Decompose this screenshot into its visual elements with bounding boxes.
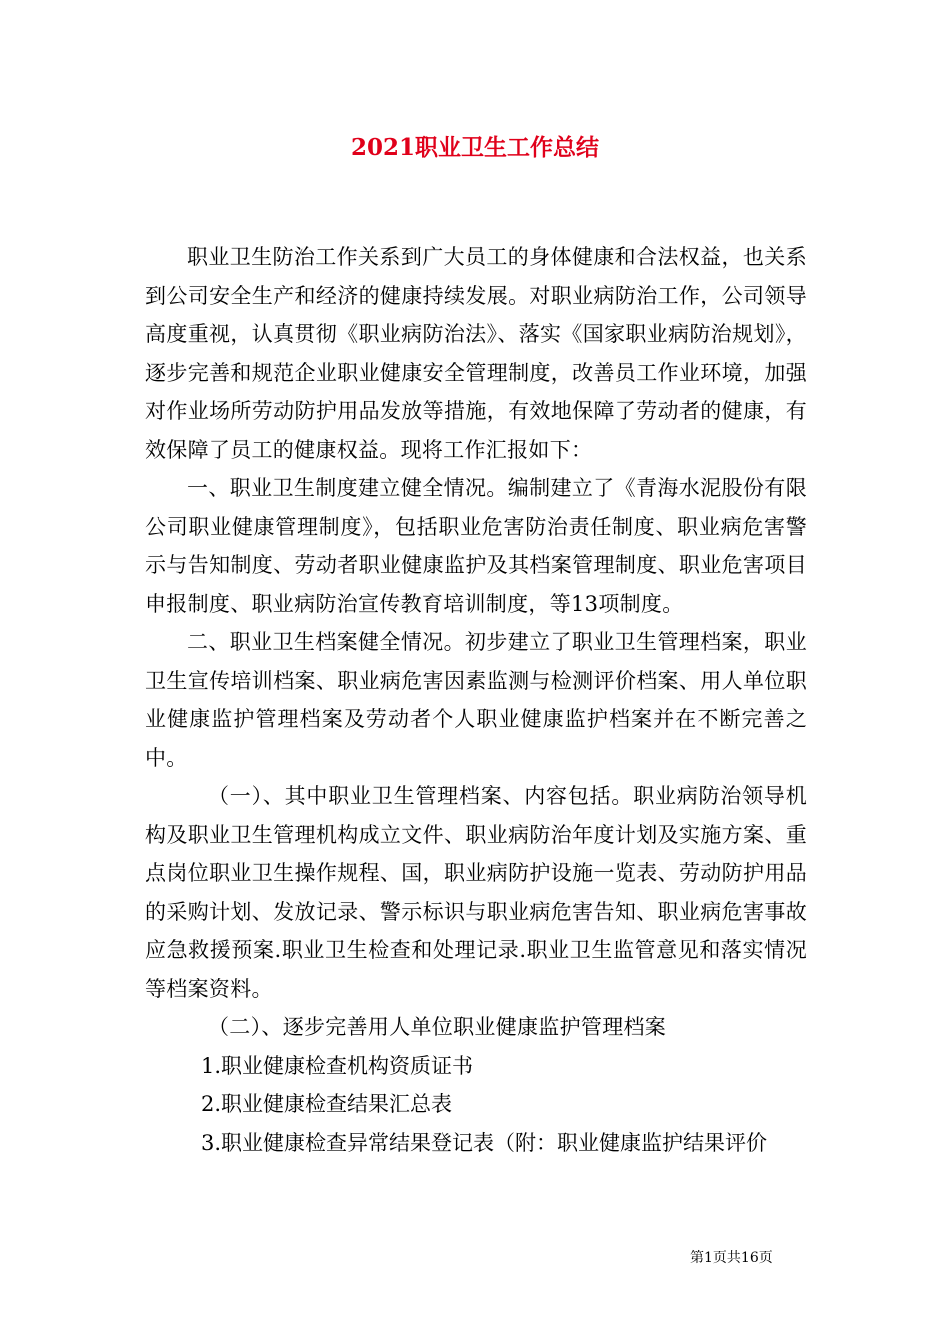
paragraph-section-1: 一、职业卫生制度建立健全情况。编制建立了《青海水泥股份有限公司职业健康管理制度》，包括职业危害防治责任制度、职业病危害警示与告知制度、劳动者职业健康监护及其档案管理制度、职业危害项目申报制度、职业病防治宣传教育培训制度，等13项制度。: [145, 476, 807, 616]
paragraph-subsection-1: （一）、其中职业卫生管理档案、内容包括。职业病防治领导机构及职业卫生管理机构成立文件、职业病防治年度计划及实施方案、重点岗位职业卫生操作规程、国，职业病防护设施一览表、劳动防护用品的采购计划、发放记录、警示标识与职业病危害告知、职业病危害事故应急救援预案.职业卫生检查和处理记录.职业卫生监管意见和落实情况等档案资料。: [145, 784, 807, 1001]
document-body: [145, 238, 807, 1162]
paragraph-subsection-2: （二）、逐步完善用人单位职业健康监护管理档案: [208, 1015, 667, 1039]
list-item: 3.职业健康检查异常结果登记表（附：职业健康监护结果评价: [201, 1130, 768, 1155]
paragraph-intro: 职业卫生防治工作关系到广大员工的身体健康和合法权益，也关系到公司安全生产和经济的健康持续发展。对职业病防治工作，公司领导高度重视，认真贯彻《职业病防治法》、落实《国家职业病防治规划》，逐步完善和规范企业职业健康安全管理制度，改善员工作业环境，加强对作业场所劳动防护用品发放等措施，有效地保障了劳动者的健康，有效保障了员工的健康权益。现将工作汇报如下：: [145, 245, 807, 462]
list-item: 2.职业健康检查结果汇总表: [201, 1092, 453, 1116]
list-item: 1.职业健康检查机构资质证书: [201, 1053, 474, 1078]
document-title: 2021职业卫生工作总结: [350, 134, 599, 161]
page-number: 第1页共16页: [690, 1250, 773, 1266]
paragraph-section-2: 二、职业卫生档案健全情况。初步建立了职业卫生管理档案，职业卫生宣传培训档案、职业病危害因素监测与检测评价档案、用人单位职业健康监护管理档案及劳动者个人职业健康监护档案并在不断完善之中。: [145, 630, 807, 770]
